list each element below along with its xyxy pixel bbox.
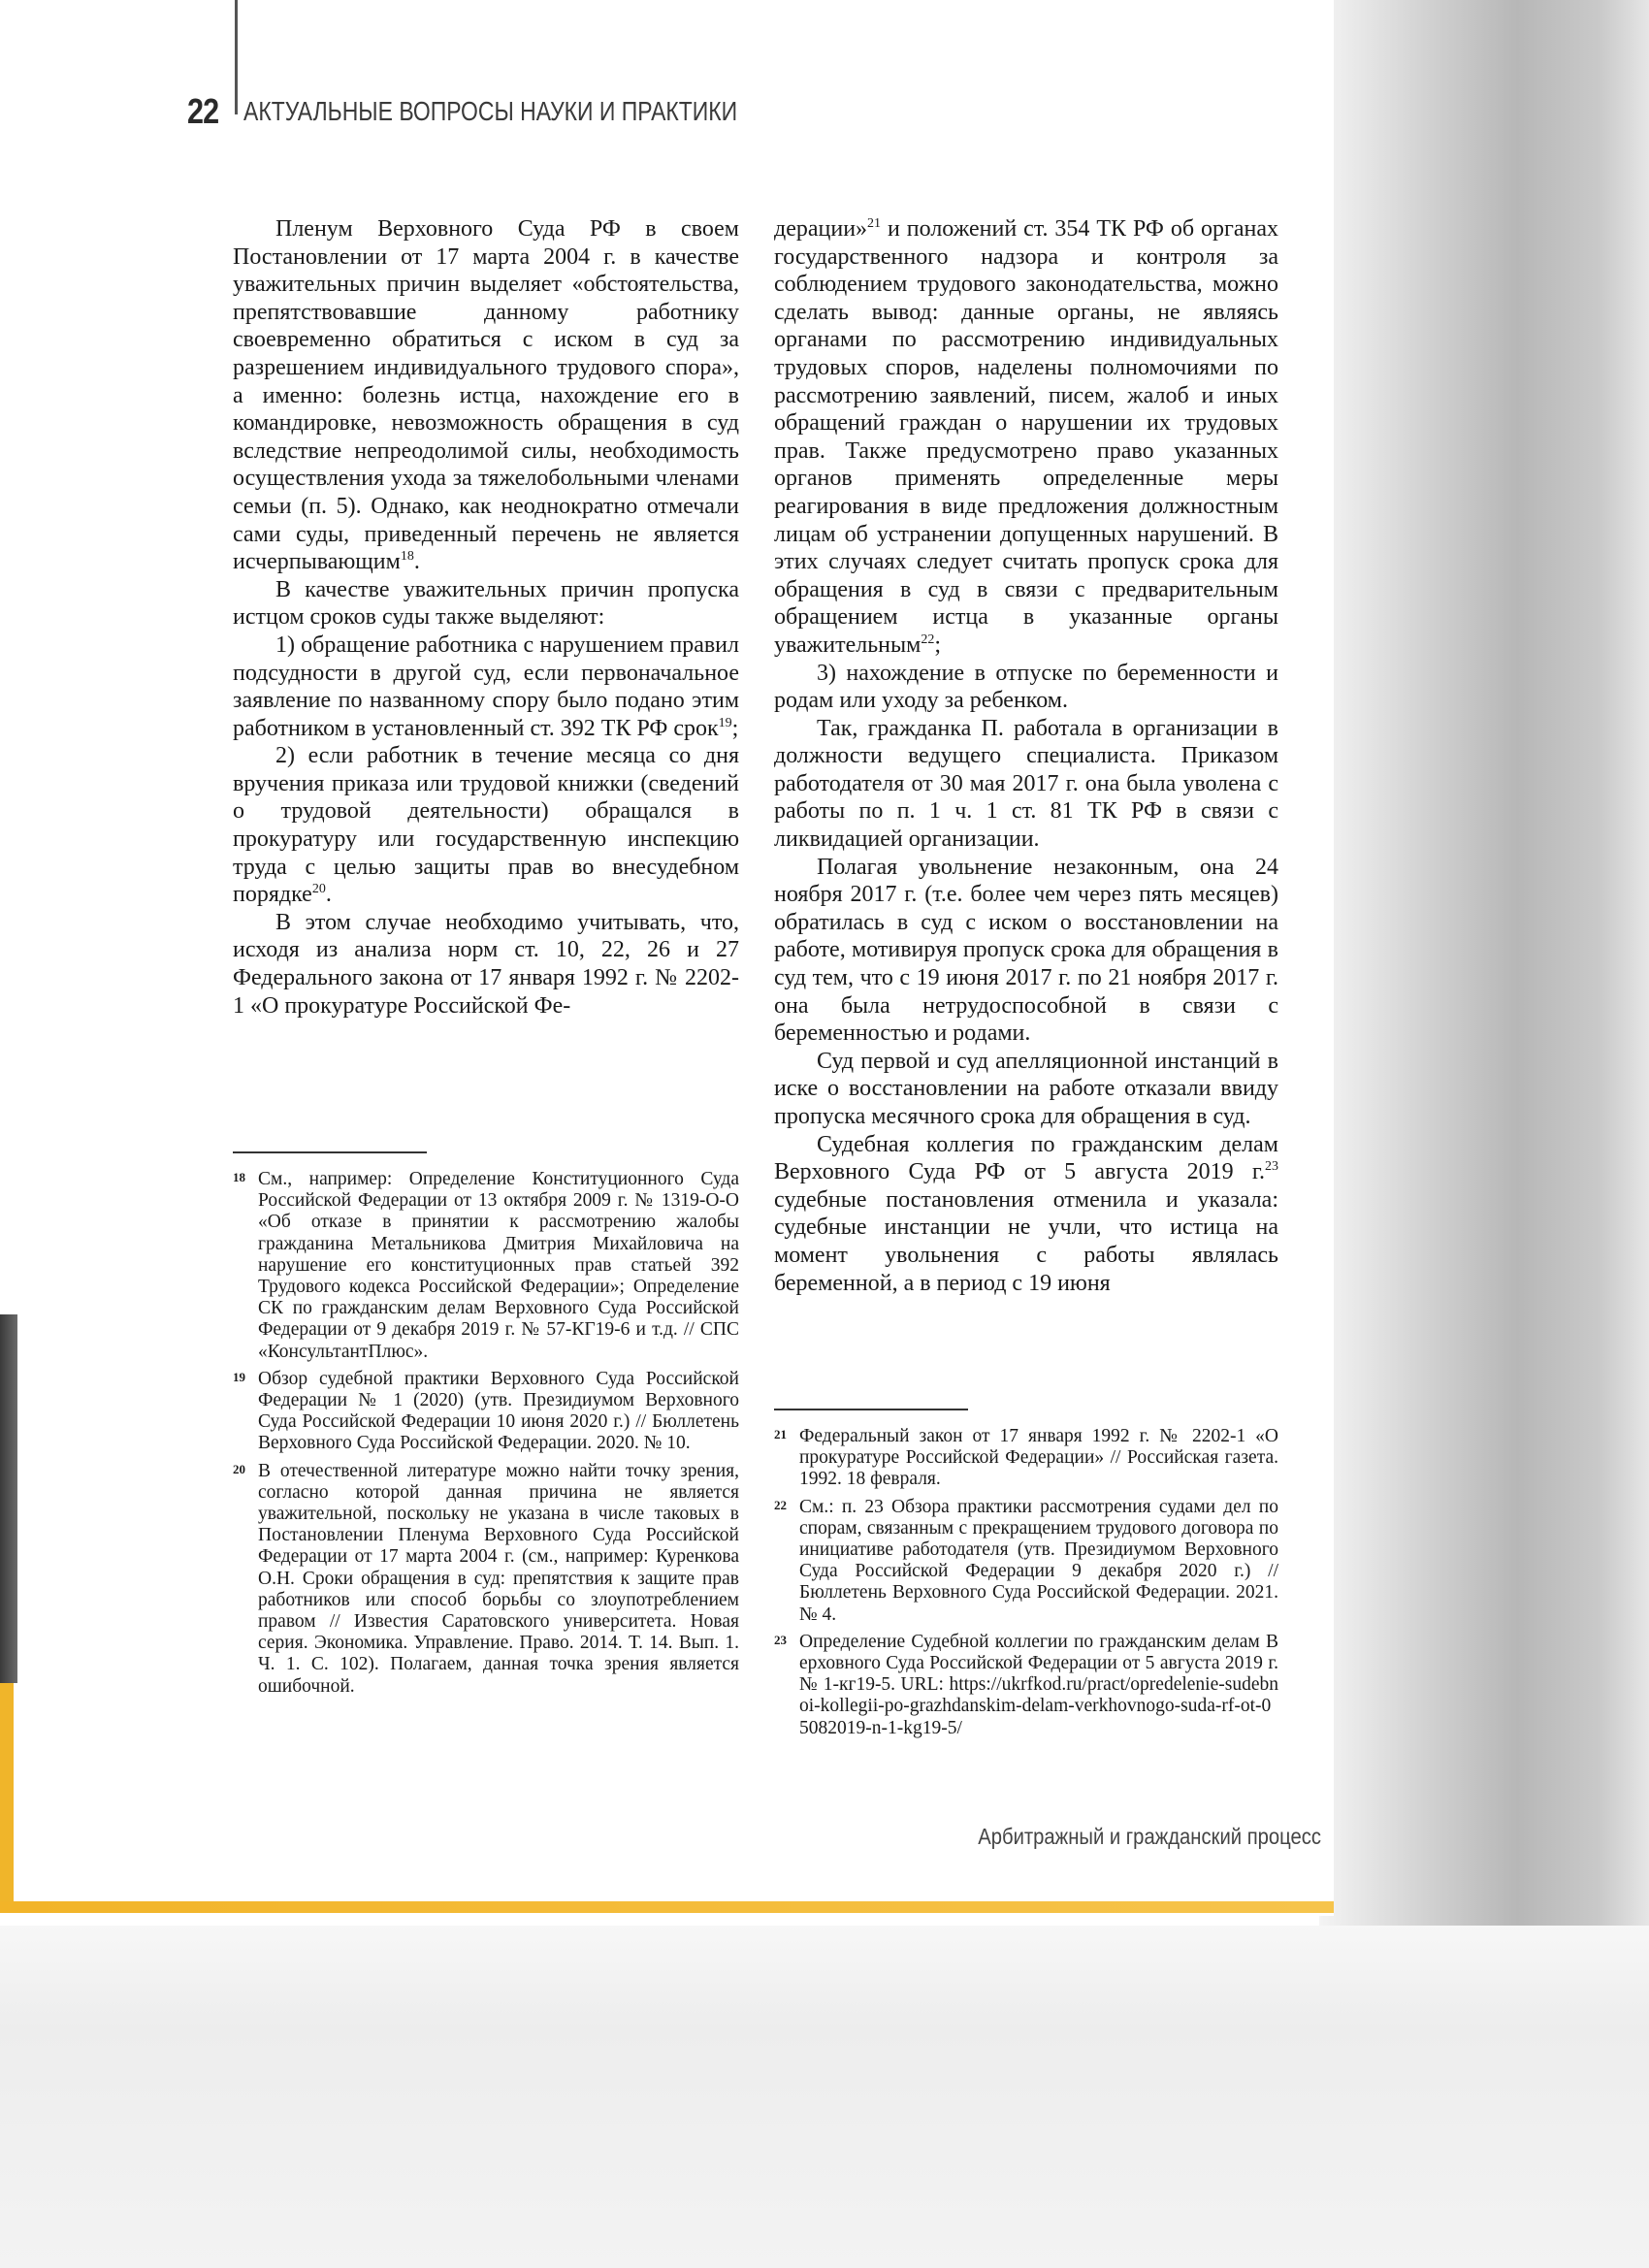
footnote [233, 1369, 739, 1455]
paragraph: Так, гражданка П. работала в организации в должности ведущего специалиста. Приказом работодателя от 30 мая 2017 г. она была уволена с работы по п. 1 ч. 1 ст. 81 ТК РФ в связи с ликвидацией организации. [774, 715, 1278, 853]
paragraph: Суд первой и суд апелляционной инстанций в иске о восстановлении на работе отказали ввиду пропуска месячного срока для обращения в суд. [774, 1048, 1278, 1129]
footnote-number: 18 [233, 1170, 245, 1184]
left-column [233, 215, 739, 1020]
edge-strip-dark [0, 1314, 17, 1683]
footnote [774, 1426, 1278, 1491]
paragraph: дерации»$^{21}$ и положений ст. 354 ТК РФ об органах государственного надзора и контроля за соблюдением трудового законодательства, можно сделать вывод: данные органы, не являясь органами по рассмотрению индивидуальных трудовых споров, наделены полномочиями по рассмотрению заявлений, писем, жалоб и иных обращений граждан о нарушении их трудовых прав. Также предусмотрено право указанных органов применять определенные меры реагирования в виде предложения должностным лицам об устранении допущенных нарушений. В этих случаях следует считать пропуск срока для обращения в суд в связи с предварительным обращением истца в указанные органы уважительным$^{22}$; [774, 216, 1278, 658]
paragraph: Пленум Верховного Суда РФ в своем Постановлении от 17 марта 2004 г. в качестве уважительных причин выделяет «обстоятельства, препятствовавшие данному работнику своевременно обратиться с иском в суд за разрешением индивидуального трудового спора», а именно: болезнь истца, нахождение его в командировке, невозможность обращения в суд вследствие непреодолимой силы, необходимость осуществления ухода за тяжелобольными членами семьи (п. 5). Однако, как неоднократно отмечали сами суды, приведенный перечень не является исчерпывающим$^{18}$. [233, 216, 739, 575]
footnote-text: В отечественной литературе можно найти точку зрения, согласно которой данная причина не является уважительной, поскольку не указана в числе таковых в Постановлении Пленума Верховного Суда Российской Федерации от 17 марта 2004 г. (см., например: Куренкова О.Н. Сроки обращения в суд: препятствия к защите прав работников или способ борьбы со злоупотреблением правом // Известия Саратовского университета. Новая серия. Экономика. Управление. Право. 2014. Т. 14. Вып. 1. Ч. 1. С. 102). Полагаем, данная точка зрения является ошибочной. [258, 1460, 739, 1697]
footnote-ref[interactable]: 21 [867, 216, 882, 231]
footnote-ref[interactable]: 23 [1265, 1159, 1278, 1175]
scan-bottom-margin [0, 1926, 1649, 2268]
footnote-text: Федеральный закон от 17 января 1992 г. № 2202-1 «О прокуратуре Российской Федерации» // Российская газета. 1992. 18 февраля. [799, 1426, 1278, 1490]
running-title: АКТУАЛЬНЫЕ ВОПРОСЫ НАУКИ И ПРАКТИКИ [243, 96, 738, 126]
section-footer [931, 1824, 1322, 1850]
footnote-ref[interactable]: 19 [718, 715, 732, 730]
footnote-ref[interactable]: 18 [400, 549, 414, 565]
footnote-ref[interactable]: 20 [311, 882, 326, 897]
footnotes-left [233, 1169, 739, 1703]
edge-strip-yellow [0, 1683, 14, 1901]
page-number: 22 [187, 91, 219, 131]
footnote-number: 23 [774, 1632, 787, 1647]
section-title: Арбитражный и гражданский процесс [978, 1824, 1322, 1849]
paragraph: 1) обращение работника с нарушением правил подсудности в другой суд, если первоначальное заявление по названному спору было подано этим работником в установленный ст. 392 ТК РФ срок$^{19}$; [233, 632, 739, 741]
bottom-accent-bar [0, 1901, 1334, 1913]
footnote-text: Обзор судебной практики Верховного Суда Российской Федерации № 1 (2020) (утв. Президиумом Верховного Суда Российской Федерации 10 июня 2020 г.) // Бюллетень Верховного Суда Российской Федерации. 2020. № 10. [258, 1368, 739, 1454]
footnote-text: См., например: Определение Конституционного Суда Российской Федерации от 13 октября 2009 г. № 1319-О-О «Об отказе в принятии к рассмотрению жалобы гражданина Метальникова Дмитрия Михайловича на нарушение его конституционных прав статьей 392 Трудового кодекса Российской Федерации»; Определение СК по гражданским делам Верховного Суда Российской Федерации от 9 декабря 2019 г. № 57-КГ19-6 и т.д. // СПС «КонсультантПлюс». [258, 1169, 739, 1362]
footnote-number: 21 [774, 1427, 787, 1442]
paragraph: 3) нахождение в отпуске по беременности и родам или уходу за ребенком. [774, 660, 1278, 714]
footnote [233, 1461, 739, 1698]
footnote-number: 20 [233, 1461, 245, 1476]
paragraph: 2) если работник в течение месяца со дня вручения приказа или трудовой книжки (сведений о трудовой деятельности) обращался в прокуратуру или государственную инспекцию труда с целью защиты прав во внесудебном порядке$^{20}$. [233, 743, 739, 908]
paragraph: В качестве уважительных причин пропуска истцом сроков суды также выделяют: [233, 576, 739, 631]
paragraph: Судебная коллегия по гражданским делам Верховного Суда РФ от 5 августа 2019 г.$^{23}$ судебные постановления отменила и указала: судебные инстанции не учли, что истица на момент увольнения с работы являлась беременной, а в период с 19 июня [774, 1131, 1278, 1296]
footnote-text: Определение Судебной коллегии по гражданским делам Верховного Суда Российской Федерации от 5 августа 2019 г. № 1-кг19-5. URL: https://ukrfkod.ru/pract/opredelenie-sudebnoi-kollegii-po-grazhdanskim-delam-verkhovnogo-suda-rf-ot-05082019-n-1-kg19-5/ [799, 1631, 1278, 1738]
footnote-number: 22 [774, 1497, 787, 1512]
footnote-rule [774, 1409, 968, 1410]
footnote [774, 1497, 1278, 1626]
footnote-number: 19 [233, 1369, 245, 1384]
footnote-rule [233, 1151, 427, 1153]
footnote [774, 1632, 1278, 1739]
footnote-ref[interactable]: 22 [921, 632, 935, 647]
right-column [774, 215, 1278, 1297]
paragraph: В этом случае необходимо учитывать, что, исходя из анализа норм ст. 10, 22, 26 и 27 Федерального закона от 17 января 1992 г. № 2202-1 «О прокуратуре Российской Фе- [233, 909, 739, 1019]
footnotes-right [774, 1426, 1278, 1745]
running-header [187, 92, 846, 131]
footnote-text: См.: п. 23 Обзора практики рассмотрения судами дел по спорам, связанным с прекращением трудового договора по инициативе работодателя (утв. Президиумом Верховного Суда Российской Федерации 9 декабря 2020 г.) // Бюллетень Верховного Суда Российской Федерации. 2021. № 4. [799, 1496, 1278, 1625]
footnote [233, 1169, 739, 1363]
paragraph: Полагая увольнение незаконным, она 24 ноября 2017 г. (т.е. более чем через пять месяцев) обратилась в суд с иском о восстановлении на работе, мотивируя пропуск срока для обращения в суд тем, что с 19 июня 2017 г. по 21 ноября 2017 г. она была нетрудоспособной в связи с беременностью и родами. [774, 854, 1278, 1047]
